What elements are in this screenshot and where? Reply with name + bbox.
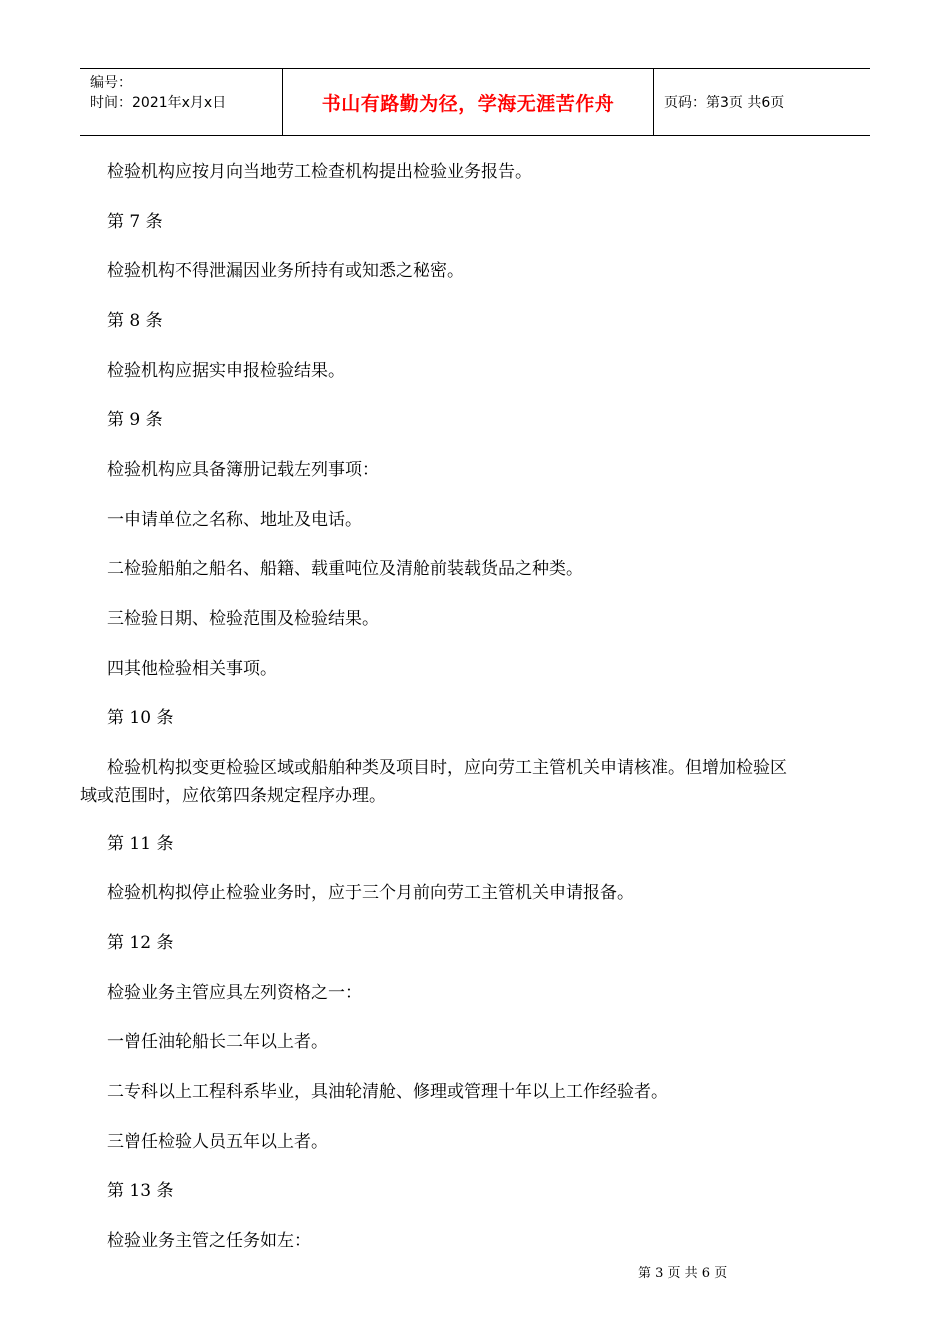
article-heading: 第 12 条 — [107, 933, 174, 953]
article-heading: 第 13 条 — [107, 1181, 174, 1201]
list-item: 四其他检验相关事项。 — [107, 659, 277, 679]
date-label: 时间：2021年x月x日 — [90, 95, 227, 111]
number-label: 编号： — [90, 75, 132, 91]
paragraph-line-2: 域或范围时，应依第四条规定程序办理。 — [80, 786, 386, 806]
header-page-label: 页码：第3页 共6页 — [664, 95, 785, 111]
article-heading: 第 9 条 — [107, 410, 163, 430]
paragraph: 检验机构不得泄漏因业务所持有或知悉之秘密。 — [107, 261, 464, 281]
list-item: 二检验船舶之船名、船籍、载重吨位及清舱前装载货品之种类。 — [107, 559, 583, 579]
paragraph: 检验机构应据实申报检验结果。 — [107, 361, 345, 381]
wrapped-paragraph — [80, 754, 875, 810]
article-heading: 第 11 条 — [107, 834, 174, 854]
list-item: 一曾任油轮船长二年以上者。 — [107, 1032, 328, 1052]
list-item: 三曾任检验人员五年以上者。 — [107, 1132, 328, 1152]
paragraph: 检验业务主管应具左列资格之一： — [107, 983, 362, 1003]
paragraph-line-1: 检验机构拟变更检验区域或船舶种类及项目时，应向劳工主管机关申请核准。但增加检验区 — [107, 758, 787, 778]
article-heading: 第 10 条 — [107, 708, 174, 728]
article-heading: 第 8 条 — [107, 311, 163, 331]
header-motto: 书山有路勤为径，学海无涯苦作舟 — [282, 69, 654, 135]
page-footer: 第 3 页 共 6 页 — [638, 1266, 728, 1281]
article-heading: 第 7 条 — [107, 212, 163, 232]
document-header — [80, 68, 870, 136]
paragraph: 检验机构拟停止检验业务时，应于三个月前向劳工主管机关申请报备。 — [107, 883, 634, 903]
list-item: 一申请单位之名称、地址及电话。 — [107, 510, 362, 530]
list-item: 二专科以上工程科系毕业，具油轮清舱、修理或管理十年以上工作经验者。 — [107, 1082, 668, 1102]
paragraph: 检验机构应按月向当地劳工检查机构提出检验业务报告。 — [107, 162, 532, 182]
list-item: 三检验日期、检验范围及检验结果。 — [107, 609, 379, 629]
paragraph: 检验业务主管之任务如左： — [107, 1231, 311, 1251]
paragraph: 检验机构应具备簿册记载左列事项： — [107, 460, 379, 480]
header-meta — [80, 69, 282, 135]
